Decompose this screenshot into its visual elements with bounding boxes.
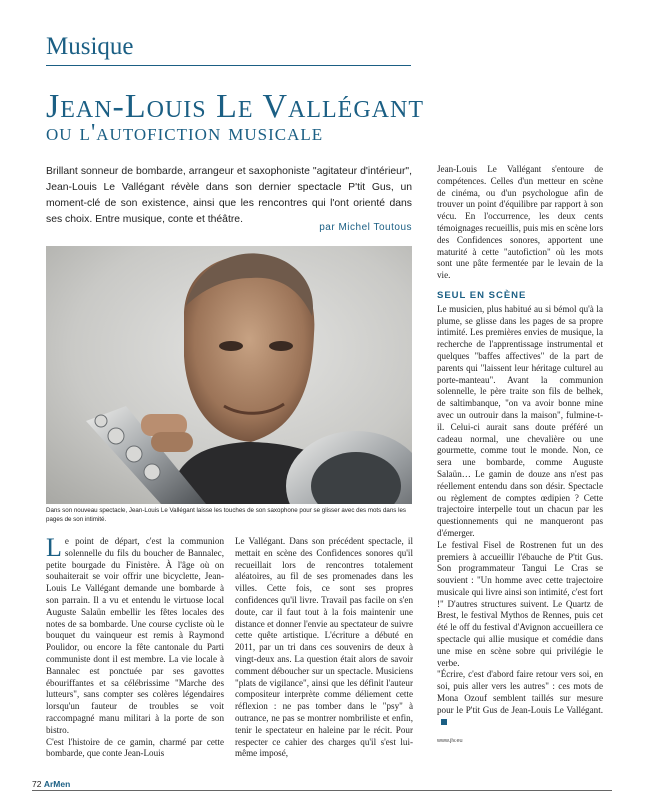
photo-caption: Dans son nouveau spectacle, Jean-Louis Le Vallégant laisse les touches de son saxophone pour se glisser avec des mots dans les pages de son intimité. [46,507,407,523]
magazine-name: ArMen [43,779,71,789]
article-subtitle: ou l'autofiction musicale [46,120,324,146]
article-column-2 [235,536,413,760]
portrait-photo [46,246,412,504]
paragraph: Le festival Fisel de Rostrenen fut un des premiers à accueillir l'ébauche de P'tit Gus. Son programmateur Tangui Le Cras se souvient : "Un homme avec cette trajectoire musicale qui livre ainsi son intimité, c'est fort !" D'autres structures suivent. Le Quartz de Brest, le festival Mythos de Rennes, puis cet été le off du festival d'Avignon accueillera ce spectacle qui allie musique et comédie dans une mise en scène sobre qui privilégie le verbe. [437,539,603,668]
website-link[interactable]: www.jlv.eu [437,738,463,745]
article-column-3 [437,164,603,748]
paragraph [46,533,224,737]
page-footer [32,779,70,789]
footer-rule [32,790,612,791]
paragraph-text: e point de départ, c'est la communion solennelle du fils du boucher de Bannalec, petite bourgade du Finistère. À l'âge où on souhaiterait se voir offrir une bicyclette, Jean-Louis Le Vallégant demande une bombarde à son parrain. Il a vu et entendu le virtuose local Auguste Salaün embellir les fêtes locales des notes de sa bombarde. Une course cycliste où le bouquet du vainqueur est remis à Raymond Poulidor, ou encore la fête cantonale du Parti communiste dont il est membre. La vie locale à Bannalec est ponctuée par ses gavottes ébouriffantes et sa célébrissime "Marche des lutteurs", sans compter ses colères légendaires lorsqu'un fauteur de troubles se voit raccompagné manu militari à la porte de son bistro. [46,536,224,735]
end-mark-icon [441,719,447,725]
section-title: Musique [46,33,134,60]
article-title: Jean-Louis Le Vallégant [46,88,424,125]
article-column-1 [46,533,224,760]
section-rule [46,65,411,66]
paragraph-text: "Écrire, c'est d'abord faire retour vers soi, en soi, puis aller vers les autres" : ces mots de Mona Ozouf semblent taillés sur mesure pour le P'tit Gus de Jean-Louis Le Vallégant. [437,669,603,715]
paragraph: C'est l'histoire de ce gamin, charmé par cette bombarde, que conte Jean-Louis [46,736,224,759]
paragraph: Jean-Louis Le Vallégant s'entoure de compétences. Celles d'un metteur en scène de cinéma, ou d'un psychologue afin de trouver un point d'équilibre par rapport à son vécu. En l'occurrence, les deux cents témoignages recueillis, puis mis en scène lors des Confidences sonores, apportent une maturité à cette "autofiction" où les mots sont une pâte fermentée par le levain de la vie. [437,164,603,281]
subheading: SEUL EN SCÈNE [437,289,527,301]
paragraph: Le Vallégant. Dans son précédent spectacle, il mettait en scène des Confidences sonores qu'il recueillait lors de rencontres totalement aléatoires, au fil de ses promenades dans les villes. Cette fois, ce sont ses propres confidences qu'il livre. Travail pas facile on s'en doute, car il faut tout à la fois maintenir une distance et donner l'envie au spectateur de suivre cette quête artistique. L'écriture a débuté en 2011, par un tri dans ces souvenirs de deux à vingt-deux ans. La question était alors de savoir comment déboucher sur un spectacle. Musiciens "plats de vigilance", ainsi que les définit l'auteur compositeur interprète comme déliement cette réflexion : ne pas tomber dans le "psy" à outrance, ne pas se montrer nombriliste et enfin, tenir le spectateur en haleine par le récit. Pour respecter ce cahier des charges qu'il s'est lui-même imposé, [235,536,413,759]
paragraph [437,669,603,728]
paragraph: Le musicien, plus habitué au si bémol qu'à la plume, se glisse dans les pages de sa propre intimité. Les premières envies de musique, la recherche de l'apprentissage instrumental et quelques "baffes affectives" de la part de parents qui "laissent leur héritage culturel au porte-manteau". Avant la communion solennelle, le père traite son fils de belhek, de saltimbanque, "on va avoir bonne mine avec un outrouir dans la maison", fulmine-t-il. Celui-ci aurait sans doute préféré un cadeau normal, une chevalière ou une gourmette, comme tout le monde. Non, ce sera une bombarde, comme Auguste Salaün… Le gamin de douze ans n'est pas réellement entendu dans son désir. Spectacle ou règlement de comptes œdipien ? Cette trajectoire interpelle tout un chacun par les questionnements qui ne manqueront pas d'émerger. [437,303,603,538]
dropcap: L [46,533,62,562]
byline: par Michel Toutous [319,222,412,233]
article-lede: Brillant sonneur de bombarde, arrangeur et saxophoniste "agitateur d'intérieur", Jean-Louis Le Vallégant révèle dans son dernier spectacle P'tit Gus, un moment-clé de son existence, ainsi que les rencontres qui l'ont orienté dans ses choix. Entre musique, conte et théâtre. [46,166,412,225]
page-number: 72 [32,779,42,789]
